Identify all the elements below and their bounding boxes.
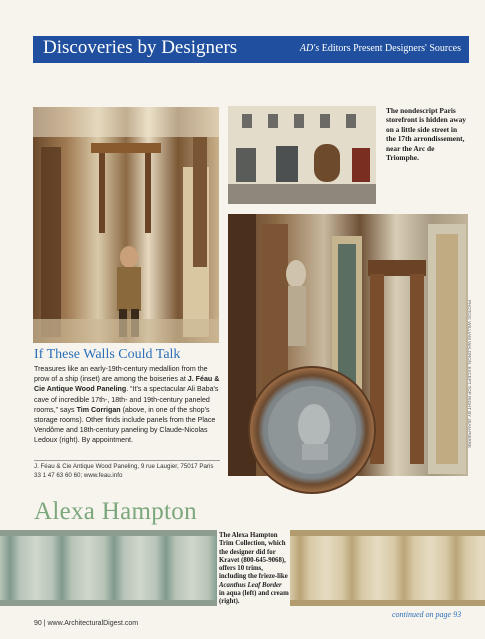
section-subtitle <box>300 43 461 54</box>
trim-caption-italic: Acanthus Leaf Border <box>219 581 282 589</box>
article-text-run: (above, in one of the shop's storage rooms). Other finds include panels from the Place Vendôme and 18th-century paneling by Claude-Nicolas Ledoux (right). By appointment. <box>34 405 216 445</box>
trim-caption-run: The Alexa Hampton Trim Collection, which the designer did for Kravet (800-645-9068), offers 10 trims, including the frieze-like <box>219 532 288 581</box>
cream-trim-photo <box>290 530 485 606</box>
medallion-inset <box>248 366 376 494</box>
storefront-photo <box>228 106 376 204</box>
article-text-run: Treasures like an early-19th-century medallion from the prow of a ship (inset) are among the boiseries at <box>34 365 208 384</box>
subtitle-text: Editors Present Designers' Sources <box>319 43 461 54</box>
storefront-caption: The nondescript Paris storefront is hidden away on a little side street in the 17th arrondissement, near the Arc de Triomphe. <box>386 106 467 163</box>
subtitle-italic: AD's <box>299 43 320 54</box>
warehouse-photo-art <box>33 107 219 343</box>
medallion-art <box>250 368 374 492</box>
trim-caption-run: in aqua (left) and cream (right). <box>219 590 289 606</box>
aqua-trim-photo <box>0 530 217 606</box>
trim-border-top <box>290 530 485 536</box>
storefront-photo-art <box>228 106 376 204</box>
designer-name: Alexa Hampton <box>34 498 197 525</box>
article-body <box>34 364 220 446</box>
photo-credit <box>467 300 476 490</box>
divider <box>34 460 220 461</box>
trim-caption <box>219 532 289 607</box>
article-bold-run: J. Féau & Cie Antique Wood Paneling <box>34 375 220 394</box>
article-bold-run: Tim Corrigan <box>76 405 121 414</box>
section-title: Discoveries by Designers <box>43 37 238 58</box>
header-banner <box>33 36 469 63</box>
trim-border-bottom <box>0 600 217 606</box>
trim-border-bottom <box>290 600 485 606</box>
article-text-run: . “It's a spectacular Ali Baba's cave of incredible 17th-, 18th- and 19th-century paneled rooms,” says <box>34 385 219 414</box>
article-heading: If These Walls Could Talk <box>34 347 181 362</box>
photo-credit-text: PHOTOS: WILLIAM WALDRON, EXCEPT TOP RIGHT BY JEAN-PIERRE <box>467 300 472 449</box>
source-address: J. Féau & Cie Antique Wood Paneling, 9 rue Laugier, 75017 Paris 33 1 47 63 60 60; www.feau.info <box>34 463 214 479</box>
continued-note: continued on page 93 <box>392 610 462 619</box>
warehouse-photo <box>33 107 219 343</box>
page-footer: 90 | www.ArchitecturalDigest.com <box>34 620 139 627</box>
trim-border-top <box>0 530 217 536</box>
